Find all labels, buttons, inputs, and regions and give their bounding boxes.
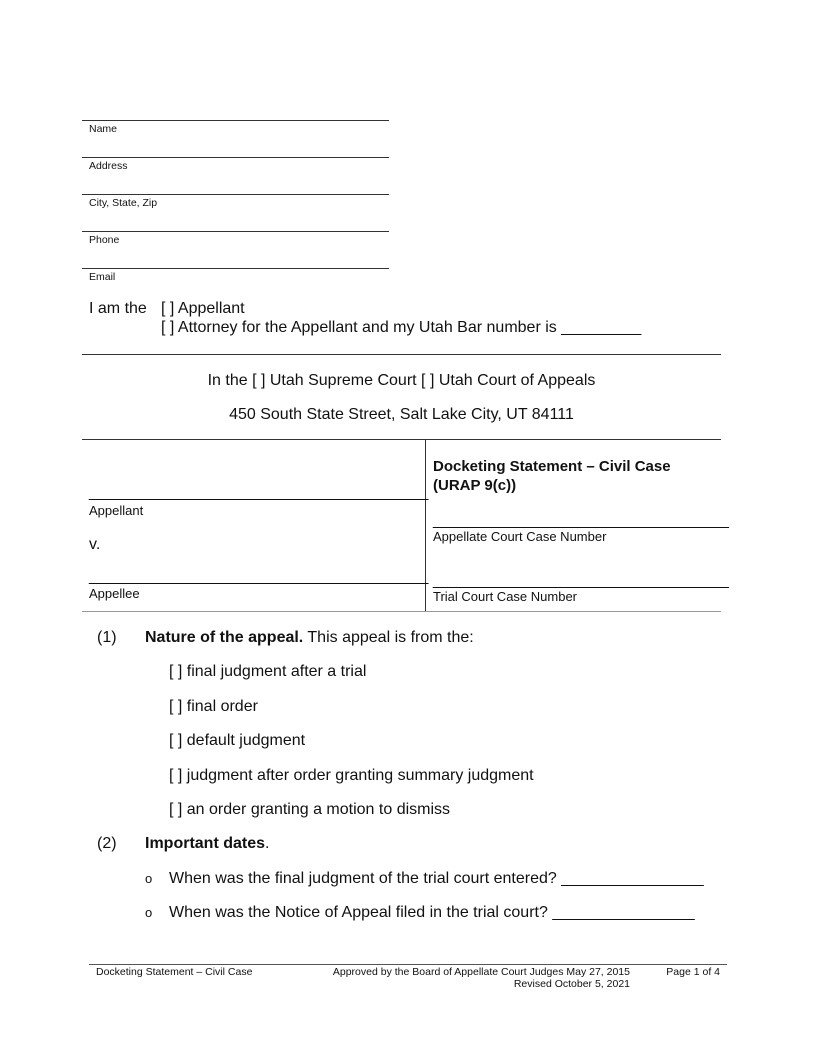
footer-center [300, 966, 630, 990]
doc-title-line2: (URAP 9(c)) [433, 477, 517, 494]
versus: v. [89, 536, 101, 553]
name-field[interactable] [82, 120, 389, 135]
section-1-header [145, 629, 474, 647]
email-label: Email [89, 271, 116, 283]
role-appellant-option[interactable]: [ ] Appellant [161, 300, 245, 317]
footer-approved: Approved by the Board of Appellate Court Judges May 27, 2015 [332, 966, 630, 978]
section-2-period: . [265, 835, 270, 852]
phone-label: Phone [89, 234, 120, 246]
section-2-heading: Important dates [145, 835, 266, 852]
appeal-option-final-judgment[interactable]: [ ] final judgment after a trial [169, 663, 367, 680]
role-attorney-option[interactable]: [ ] Attorney for the Appellant and my Utah Bar number is _________ [161, 319, 642, 336]
section-2-number: (2) [97, 835, 117, 852]
footer-left: Docketing Statement – Civil Case [96, 966, 253, 978]
question-notice-of-appeal-text: When was the Notice of Appeal filed in the trial court? ________________ [169, 904, 695, 921]
appellant-label: Appellant [89, 503, 144, 518]
trial-case-number-label: Trial Court Case Number [433, 589, 578, 604]
appellee-label: Appellee [89, 586, 140, 601]
appeal-option-motion-to-dismiss[interactable]: [ ] an order granting a motion to dismiss [169, 801, 451, 818]
city-state-zip-field[interactable] [82, 194, 389, 209]
footer-rule [89, 964, 727, 965]
appellant-name-blank[interactable]: _______________________________________ [89, 484, 429, 501]
section-1-number: (1) [97, 629, 117, 646]
caption-top-border [82, 439, 721, 440]
address-label: Address [89, 160, 128, 172]
email-field[interactable] [82, 268, 389, 283]
section-2-header [145, 835, 269, 853]
divider [82, 354, 721, 355]
appellate-case-number-label: Appellate Court Case Number [433, 529, 607, 544]
doc-title-line1: Docketing Statement – Civil Case [433, 458, 671, 475]
phone-field[interactable] [82, 231, 389, 246]
question-notice-of-appeal-date[interactable] [145, 904, 695, 922]
appellate-case-number-blank[interactable]: __________________________________ [433, 512, 729, 529]
court-selection[interactable]: In the [ ] Utah Supreme Court [ ] Utah Court of Appeals [207, 372, 596, 389]
bullet-icon: o [145, 905, 153, 920]
caption-bottom-border [82, 611, 721, 612]
footer-page-number: Page 1 of 4 [666, 966, 720, 978]
bullet-icon: o [145, 871, 153, 886]
section-1-text: This appeal is from the: [303, 629, 474, 646]
question-final-judgment-date[interactable] [145, 870, 704, 888]
appellee-name-blank[interactable]: _______________________________________ [89, 568, 429, 585]
court-address: 450 South State Street, Salt Lake City, UT 84111 [229, 406, 574, 423]
name-label: Name [89, 123, 118, 135]
section-1-heading: Nature of the appeal. [145, 629, 304, 646]
trial-case-number-blank[interactable]: __________________________________ [433, 572, 729, 589]
address-field[interactable] [82, 157, 389, 172]
appeal-option-final-order[interactable]: [ ] final order [169, 698, 258, 715]
appeal-option-summary-judgment[interactable]: [ ] judgment after order granting summary judgment [169, 767, 534, 784]
question-final-judgment-text: When was the final judgment of the trial court entered? ________________ [169, 870, 704, 887]
role-prefix: I am the [89, 300, 147, 317]
appeal-option-default-judgment[interactable]: [ ] default judgment [169, 732, 306, 749]
footer-revised: Revised October 5, 2021 [513, 978, 630, 990]
city-state-zip-label: City, State, Zip [89, 197, 158, 209]
